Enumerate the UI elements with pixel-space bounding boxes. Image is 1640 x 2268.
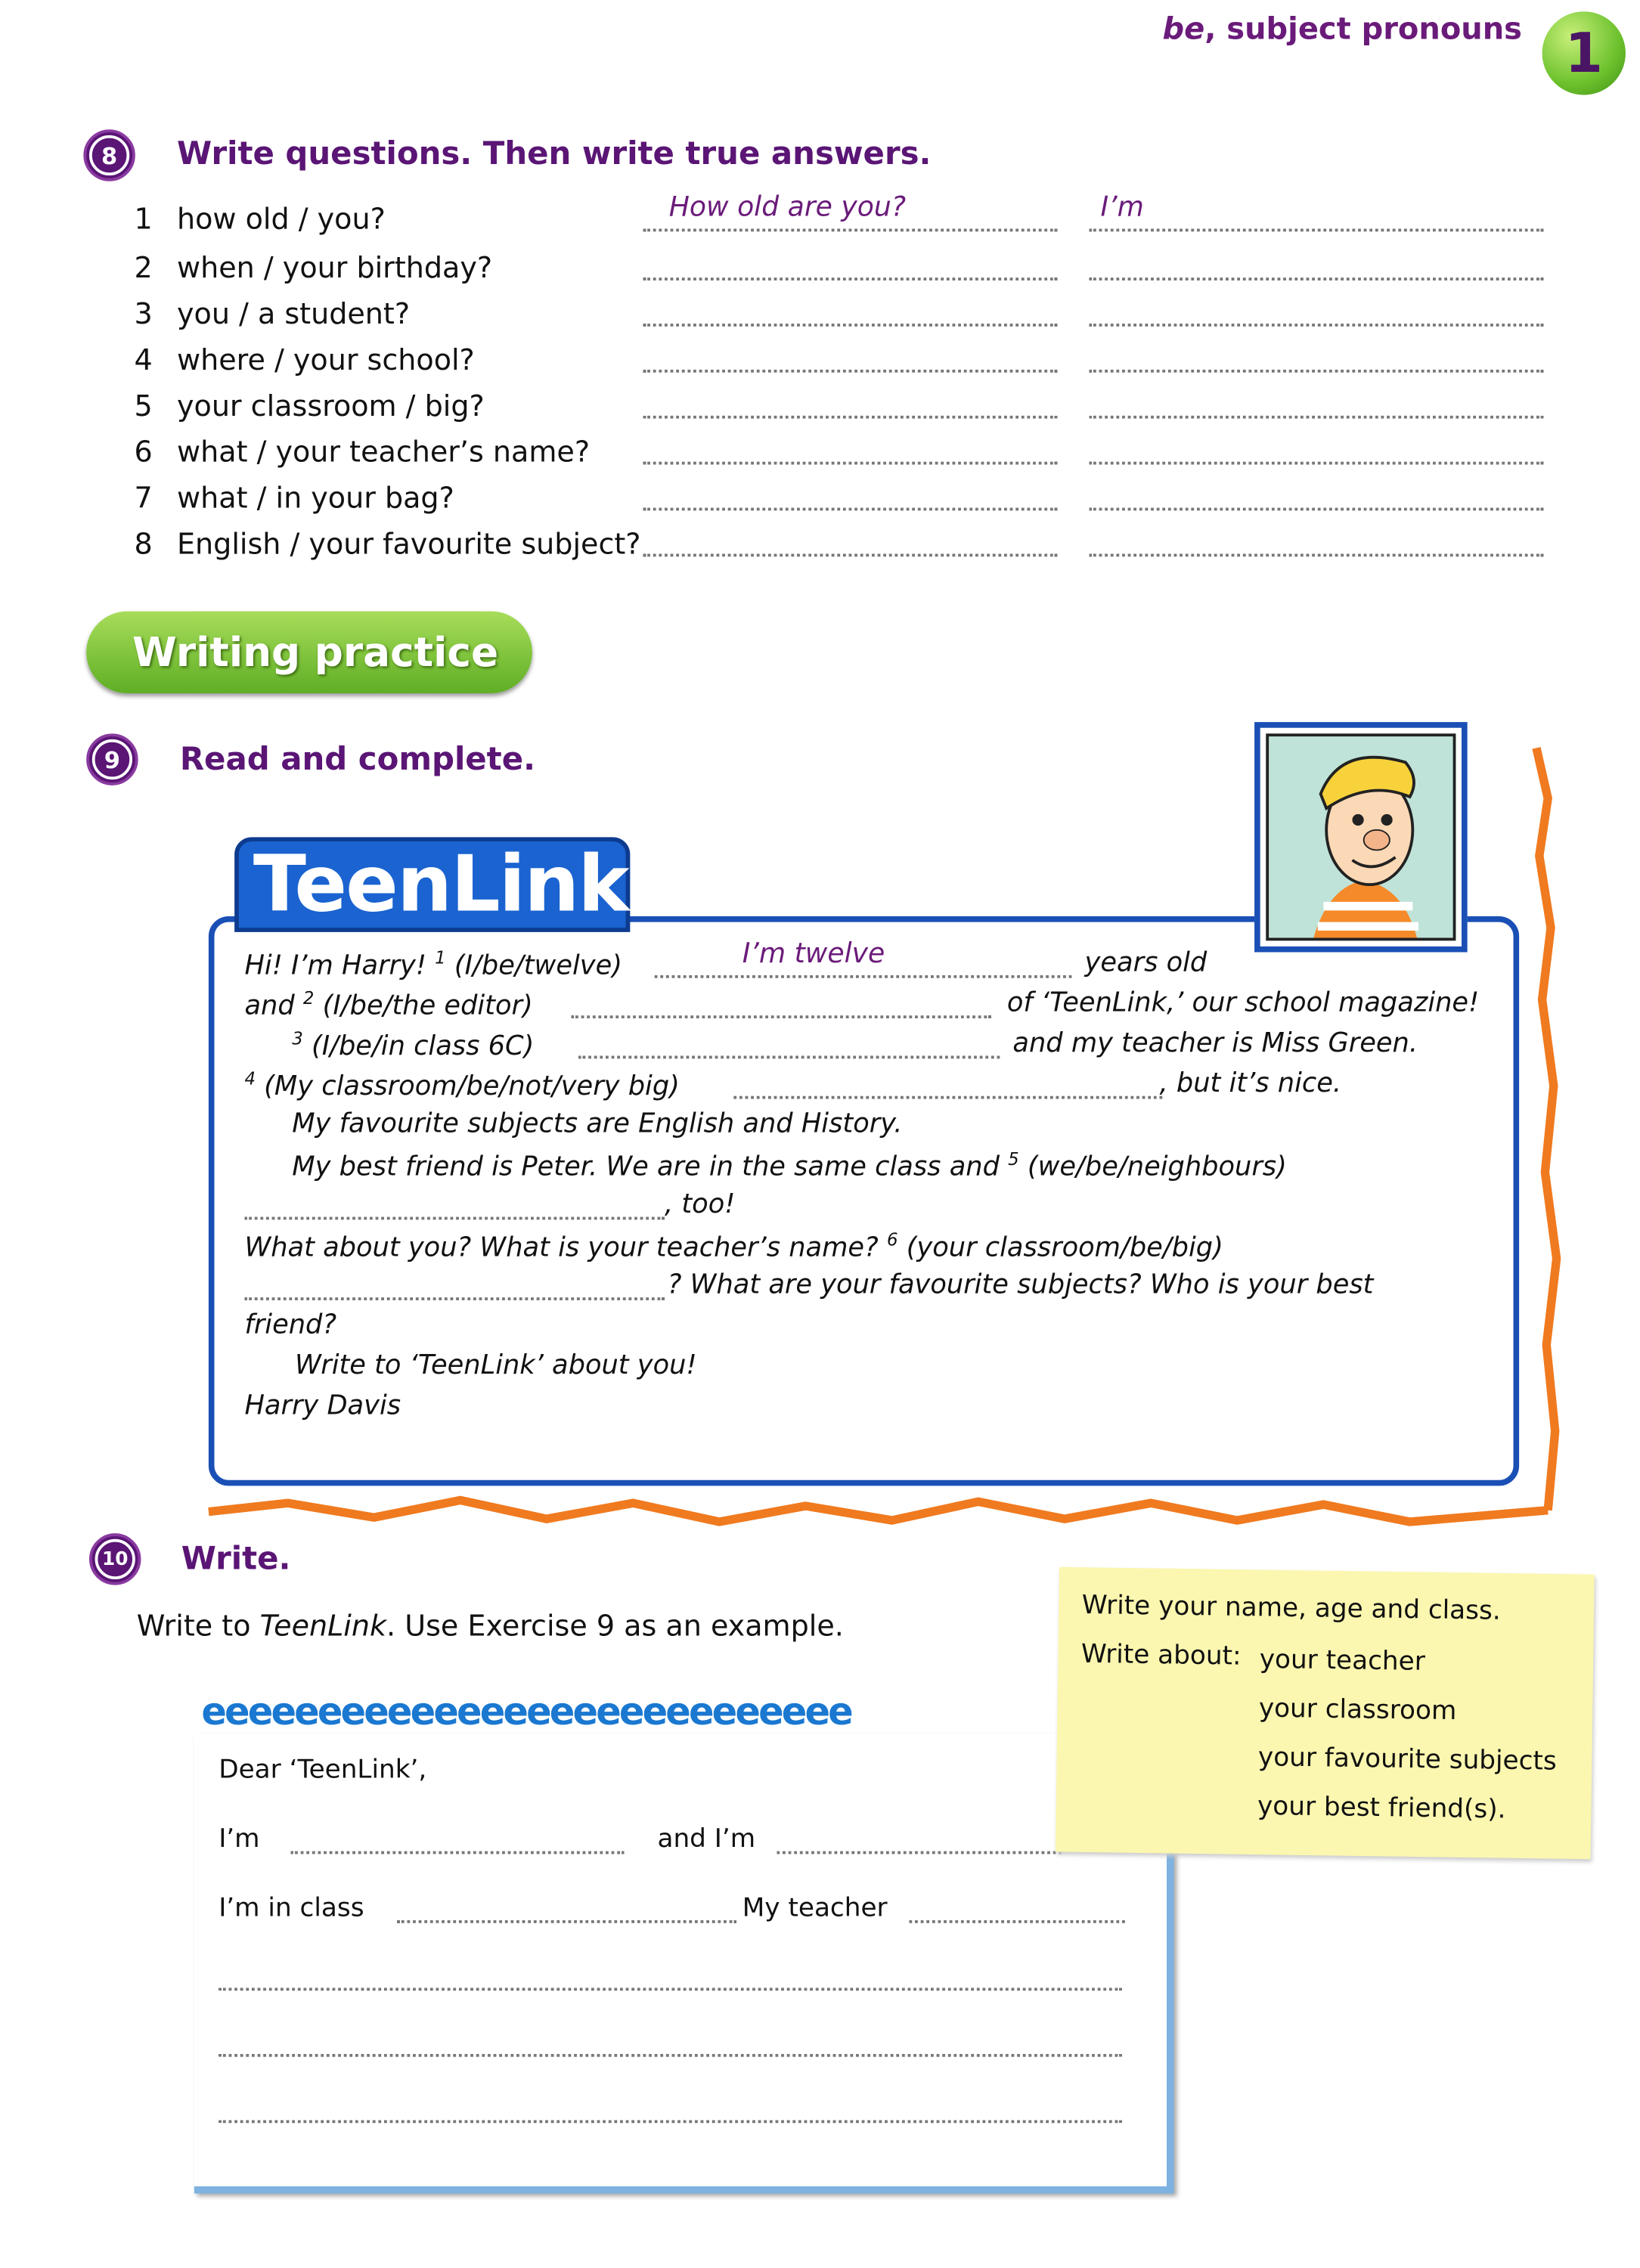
gap-6-field[interactable] [244,1297,665,1300]
exercise-number-text: 9 [92,739,132,779]
letter-text: , but it’s nice. [1159,1068,1342,1099]
exercise-9-number [86,733,138,785]
banner-label: Writing practice [132,628,499,677]
letter-line-6 [292,1149,1287,1182]
letter-text: ? What are your favourite subjects? Who is your best [667,1269,1374,1300]
question-field[interactable] [643,416,1057,419]
text: . Use Exercise 9 as an example. [386,1608,844,1643]
question-number: 4 [134,342,153,377]
exercise-10-number [89,1533,141,1585]
question-field[interactable] [643,554,1057,557]
letter-text: of ‘TeenLink,’ our school magazine! [1006,988,1480,1019]
notebook-paper [194,1734,1174,2194]
gap-number: 3 [292,1028,303,1049]
letter-text: friend? [244,1310,337,1341]
letter-text: years old [1084,947,1208,978]
text: Hi! I’m Harry! [244,950,426,981]
letter-line-2 [244,988,532,1021]
exercise-10-instruction [137,1608,844,1643]
answer-field[interactable] [1089,508,1543,511]
letter-line-8 [244,1230,1223,1263]
gap-1-answer: I’m twelve [742,937,885,970]
question-number: 7 [134,480,153,516]
gap-2-field[interactable] [571,1015,991,1018]
teacher-field[interactable] [909,1920,1124,1923]
text: Write to [136,1608,260,1643]
letter-text: Write to ‘TeenLink’ about you! [295,1350,697,1381]
gap-number: 1 [435,947,446,968]
exercise-8-title: Write questions. Then write true answers. [177,136,932,173]
exercise-8-number [83,129,135,181]
question-prompt: where / your school? [177,342,475,377]
harry-photo [1254,722,1468,952]
letter-line-1 [244,948,622,981]
question-prompt: what / your teacher’s name? [177,434,591,469]
prompt: (we/be/neighbours) [1027,1152,1287,1183]
class-field[interactable] [397,1920,736,1923]
notebook-spiral-icon: eeeeeeeeeeeeeeeeeeeeeeeeeeee [201,1691,851,1735]
exercise-10-title: Write. [181,1541,291,1579]
unit-topic [1163,11,1522,46]
writing-line[interactable] [219,1988,1122,1991]
question-number: 3 [134,296,153,331]
question-number: 6 [134,434,153,469]
gap-1-field[interactable] [655,975,1072,978]
gap-number: 2 [302,988,315,1009]
gap-5-field[interactable] [244,1217,665,1220]
question-field[interactable] [643,370,1057,373]
letter-line-5: My favourite subjects are English and History. [292,1108,903,1139]
answer-field[interactable] [1089,462,1543,465]
logo-text: TeenLink [253,838,628,930]
question-field[interactable] [643,277,1057,280]
gap-3-field[interactable] [578,1056,1000,1059]
letter-text: and my teacher is Miss Green. [1012,1028,1418,1059]
text: TeenLink [259,1608,387,1643]
gap-number: 4 [244,1068,256,1089]
teenlink-logo [234,837,630,932]
question-field[interactable] [643,508,1057,511]
writing-line[interactable] [219,2120,1122,2123]
letter-label: and I’m [657,1823,756,1854]
letter-text: , too! [665,1189,736,1220]
writing-practice-banner [86,612,532,693]
prompt: (My classroom/be/not/very big) [264,1071,680,1102]
example-question: How old are you? [668,191,907,223]
topic-rest: , subject pronouns [1204,11,1522,46]
letter-signature: Harry Davis [244,1390,401,1421]
question-number: 5 [134,388,153,423]
letter-label: My teacher [742,1892,888,1923]
letter-label: I’m in class [219,1892,364,1923]
gap-number: 6 [886,1229,898,1250]
answer-field[interactable] [1089,370,1543,373]
topic-italic: be [1162,11,1205,46]
answer-field[interactable] [1089,416,1543,419]
note-text: Write your name, age and class. [1081,1590,1502,1627]
question-prompt: how old / you? [177,201,386,237]
prompt: (I/be/twelve) [454,950,622,981]
question-prompt: you / a student? [177,296,411,331]
letter-label: I’m [219,1823,260,1854]
gap-number: 5 [1008,1149,1019,1170]
exercise-number-text: 10 [95,1539,135,1579]
question-number: 1 [134,201,153,237]
note-item: your best friend(s). [1257,1791,1506,1825]
example-answer: I’m [1100,191,1144,223]
question-field[interactable] [643,324,1057,327]
question-prompt: English / your favourite subject? [177,526,641,562]
note-item: your classroom [1258,1693,1457,1727]
note-item: your favourite subjects [1257,1742,1558,1777]
name-field[interactable] [290,1851,624,1854]
text: My best friend is Peter. We are in the same class and [292,1152,1000,1183]
prompt: (your classroom/be/big) [906,1232,1223,1263]
gap-4-field[interactable] [733,1096,1162,1099]
letter-greeting: Dear ‘TeenLink’, [219,1755,427,1786]
answer-field[interactable] [1089,554,1543,557]
note-label: Write about: [1080,1639,1242,1672]
question-number: 2 [134,250,153,285]
prompt: (I/be/in class 6C) [311,1031,535,1062]
writing-line[interactable] [219,2054,1122,2057]
question-prompt: your classroom / big? [177,388,485,423]
boy-illustration-icon [1266,733,1456,940]
question-field[interactable] [643,462,1057,465]
answer-field[interactable] [1089,277,1543,280]
age-field[interactable] [777,1851,1062,1854]
question-prompt: when / your birthday? [177,250,493,285]
answer-field[interactable] [1089,324,1543,327]
question-number: 8 [134,526,153,562]
hint-note [1056,1567,1595,1860]
text: and [244,991,295,1022]
answer-field[interactable] [1089,229,1543,232]
unit-badge: 1 [1542,11,1626,94]
letter-line-3 [292,1028,534,1061]
text: What about you? What is your teacher’s name? [244,1232,879,1263]
exercise-number-text: 8 [89,135,129,175]
question-prompt: what / in your bag? [177,480,454,516]
letter-line-4 [244,1069,679,1102]
note-item: your teacher [1259,1644,1426,1678]
question-field[interactable] [643,229,1057,232]
prompt: (I/be/the editor) [322,991,533,1022]
exercise-9-title: Read and complete. [179,742,536,779]
